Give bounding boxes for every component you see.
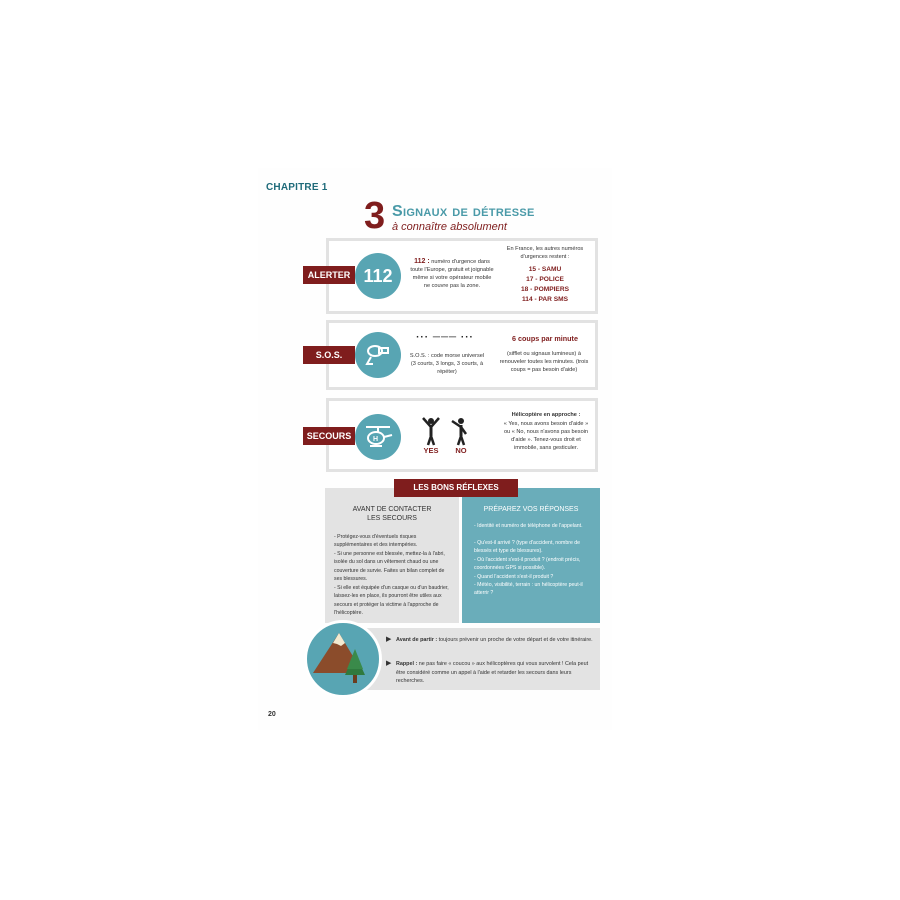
tip-2-text: ne pas faire « coucou » aux hélicoptères qui vous survolent ! Cela peut être considéré comme un appel à l'aide et retarder les secours dans leurs recherches. xyxy=(396,661,589,685)
alerter-description xyxy=(410,258,494,290)
tip-2-bold: Rappel : xyxy=(396,661,418,667)
tip-2 xyxy=(386,660,594,686)
right-item-4: - Quand l'accident s'est-il produit ? xyxy=(474,574,554,580)
whistle-glyph xyxy=(363,342,393,368)
right-item-1: - Identité et numéro de téléphone de l'appelant. xyxy=(474,523,583,529)
mountain-icon xyxy=(304,620,382,698)
page-number: 20 xyxy=(268,711,276,718)
page-subtitle: à connaître absolument xyxy=(392,221,507,233)
phone-112-icon xyxy=(355,253,401,299)
number-pompiers: 18 - POMPIERS xyxy=(520,286,569,293)
chapter-label: CHAPITRE 1 xyxy=(266,182,328,193)
title-number: 3 xyxy=(364,195,386,237)
alerter-desc-bold: 112 : xyxy=(414,258,430,265)
sos-heading: 6 coups par minute xyxy=(512,334,578,343)
yes-label: YES xyxy=(423,446,439,455)
tip-1 xyxy=(386,636,594,645)
reflexes-header: LES BONS RÉFLEXES xyxy=(394,479,518,497)
tip-1-text: toujours prévenir un proche de votre départ et de votre itinéraire. xyxy=(438,637,593,643)
whistle-icon xyxy=(355,332,401,378)
right-item-3: - Où l'accident s'est-il produit ? (endroit précis, coordonnées GPS si possible). xyxy=(474,557,581,572)
tip-1-bold: Avant de partir : xyxy=(396,637,438,643)
right-item-5: - Météo, visibilité, terrain : un hélicoptère peut-il atterrir ? xyxy=(474,582,583,597)
no-label: NO xyxy=(455,446,467,455)
right-box-title: PRÉPAREZ VOS RÉPONSES xyxy=(483,506,579,513)
alerter-desc-text: numéro d'urgence dans toute l'Europe, gratuit et joignable même si votre opérateur mobile ne couvre pas la zone. xyxy=(410,259,494,289)
tip-1-arrow: ▶ xyxy=(386,636,392,643)
left-item-2: - Si une personne est blessée, mettez-la à l'abri, isolée du sol dans un vêtement chaud ou une couverture de survie. Faites un bilan complet de ses blessures. xyxy=(334,551,445,583)
number-sms: 114 - PAR SMS xyxy=(521,296,569,303)
morse-code: ··· ─── ··· xyxy=(416,332,474,343)
right-item-2: - Qu'est-il arrivé ? (type d'accident, nombre de blessés et type de blessures). xyxy=(474,540,581,555)
helicopter-heading: Hélicoptère en approche : xyxy=(511,412,581,418)
svg-text:H: H xyxy=(373,436,379,443)
sos-detail: (sifflet ou signaux lumineux) à renouveler toutes les minutes. (trois coups = pas besoin d'aide) xyxy=(499,351,589,373)
sos-label: S.O.S. xyxy=(303,346,355,364)
helicopter-detail: « Yes, nous avons besoin d'aide » ou « No, nous n'avons pas besoin d'aide ». Tenez-vous droit et immobile, sans gesticuler. xyxy=(503,421,589,451)
secours-label: SECOURS xyxy=(303,427,355,445)
left-item-3: - Si elle est équipée d'un casque ou d'un baudrier, laissez-les en place, ils pourront être utiles aux secours et protéger la victime à l'approche de l'hélicoptère. xyxy=(334,585,449,617)
left-item-1: - Protégez-vous d'éventuels risques supplémentaires et des intempéries. xyxy=(334,534,418,549)
left-box-title: AVANT DE CONTACTER LES SECOURS xyxy=(352,506,432,522)
page-title: Signaux de détresse xyxy=(392,203,535,220)
number-samu: 15 - SAMU xyxy=(528,266,562,273)
helicopter-glyph xyxy=(362,424,394,450)
no-gesture-icon xyxy=(450,416,472,446)
tip-2-arrow: ▶ xyxy=(386,660,392,667)
helicopter-icon xyxy=(355,414,401,460)
other-numbers-intro: En France, les autres numéros d'urgences restent : xyxy=(506,246,584,260)
sos-description: S.O.S. : code morse universel (3 courts, 3 longs, 3 courts, à répéter) xyxy=(409,353,485,375)
number-police: 17 - POLICE xyxy=(526,276,564,283)
icon-112-text: 112 xyxy=(363,265,393,286)
yes-gesture-icon xyxy=(420,416,442,446)
alerter-label: ALERTER xyxy=(303,266,355,284)
